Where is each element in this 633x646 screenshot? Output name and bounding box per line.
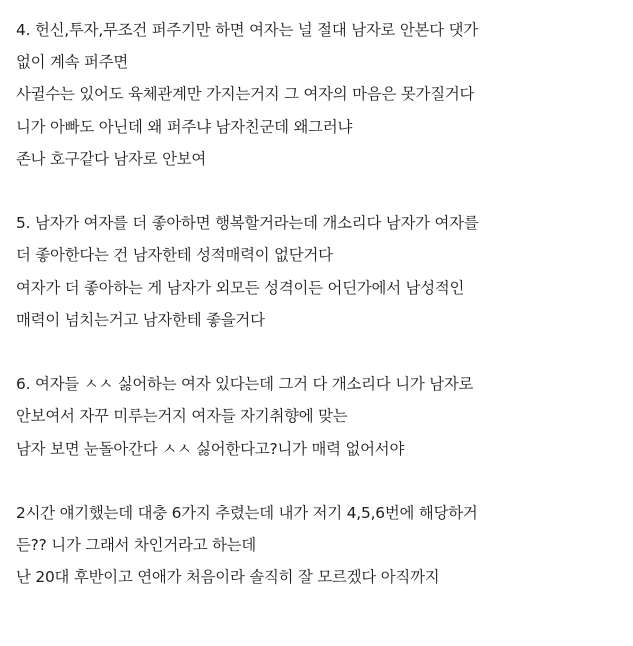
- paragraph-summary: [16, 497, 621, 594]
- text-line: 4. 헌신,투자,무조건 퍼주기만 하면 여자는 널 절대 남자로 안본다 댓가: [16, 21, 478, 39]
- text-line: 든?? 니가 그래서 차인거라고 하는데: [16, 536, 257, 555]
- paragraph-point-6: [16, 368, 621, 465]
- text-line: 5. 남자가 여자를 더 좋아하면 행복할거라는데 개소리다 남자가 여자를: [16, 214, 479, 233]
- text-line: 매력이 넘치는거고 남자한테 좋을거다: [16, 310, 265, 329]
- text-line: 사귈수는 있어도 육체관계만 가지는거지 그 여자의 마음은 못가질거다: [16, 85, 475, 104]
- text-line: 없이 계속 퍼주면: [16, 53, 129, 72]
- paragraph-point-5: [16, 207, 621, 336]
- text-line: 더 좋아한다는 건 남자한테 성적매력이 없단거다: [16, 246, 333, 265]
- post-body: [16, 14, 621, 594]
- text-line: 난 20대 후반이고 연애가 처음이라 솔직히 잘 모르겠다 아직까지: [16, 568, 440, 587]
- text-line: 존나 호구같다 남자로 안보여: [16, 149, 207, 168]
- paragraph-spacer: [16, 175, 621, 207]
- text-line: 남자 보면 눈돌아간다 ㅅㅅ 싫어한다고?니가 매력 없어서야: [16, 439, 405, 458]
- paragraph-spacer: [16, 465, 621, 497]
- text-line: 6. 여자들 ㅅㅅ 싫어하는 여자 있다는데 그거 다 개소리다 니가 남자로: [16, 375, 474, 394]
- paragraph-spacer: [16, 336, 621, 368]
- text-line: 여자가 더 좋아하는 게 남자가 외모든 성격이든 어딘가에서 남성적인: [16, 278, 465, 297]
- text-line: 니가 아빠도 아닌데 왜 퍼주냐 남자친군데 왜그러냐: [16, 117, 353, 136]
- text-line: 안보여서 자꾸 미루는거지 여자들 자기취향에 맞는: [16, 407, 348, 426]
- text-line: 2시간 얘기했는데 대충 6가지 추렸는데 내가 저기 4,5,6번에 해당하거: [16, 504, 478, 522]
- paragraph-point-4: [16, 14, 621, 175]
